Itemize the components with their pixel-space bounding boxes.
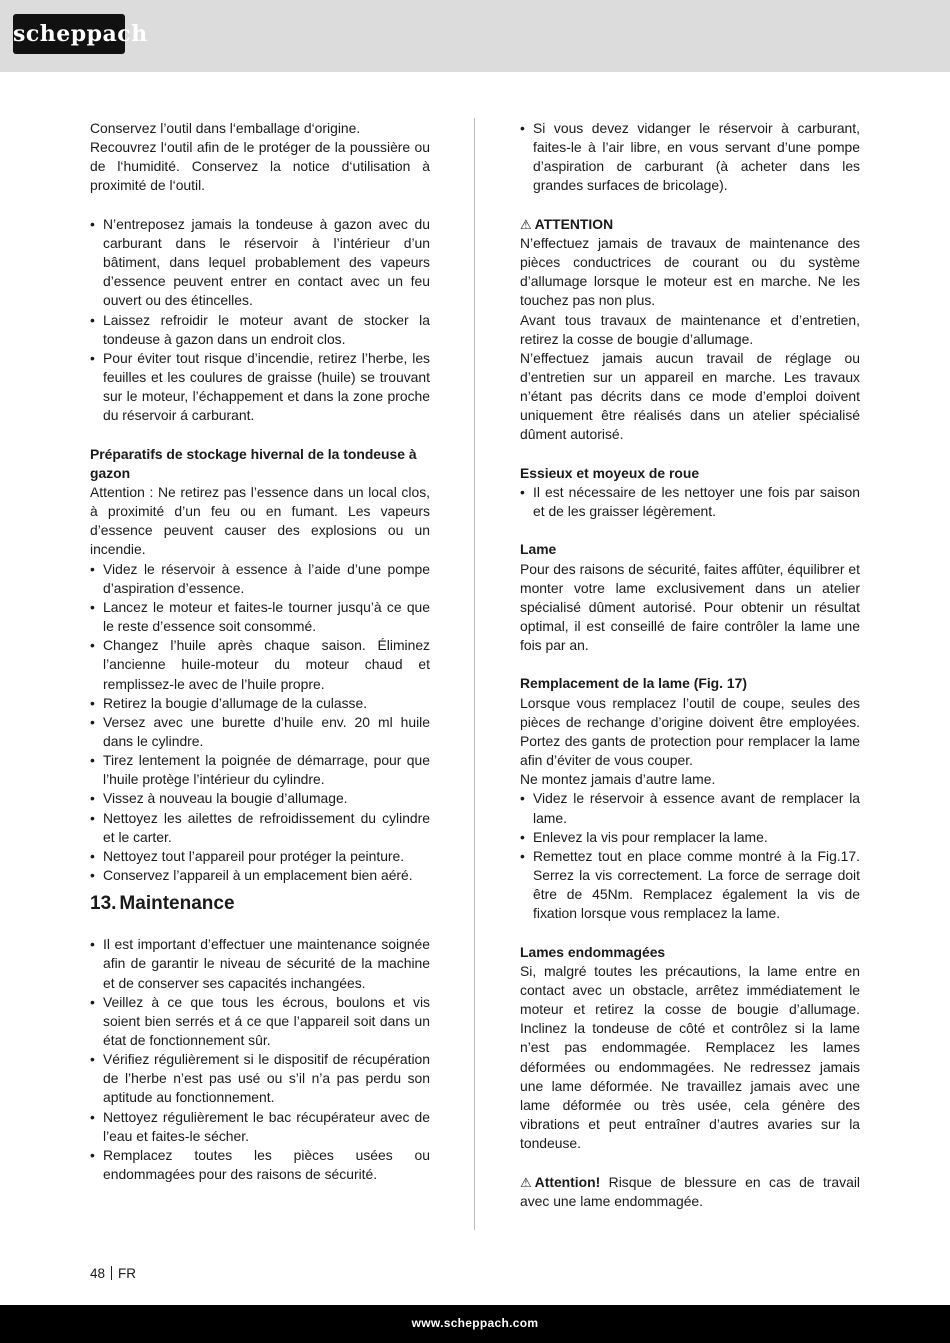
language-code: FR [118, 1266, 137, 1281]
list-item: • Laissez refroidir le moteur avant de stocker la tondeuse à gazon dans un endroit clos. [90, 311, 430, 349]
list-item: • Vissez à nouveau la bougie d’allumage. [90, 789, 430, 808]
list-item: • Retirez la bougie d’allumage de la culasse. [90, 694, 430, 713]
axles-heading: Essieux et moyeux de roue [520, 464, 700, 481]
page-number: 48 [90, 1266, 106, 1281]
list-item: • Enlevez la vis pour remplacer la lame. [520, 828, 860, 847]
attention-heading [520, 215, 860, 234]
final-warning-label: Attention! [534, 1173, 601, 1190]
intro-paragraph: Conservez l’outil dans l‘emballage d‘origine. [90, 120, 361, 136]
list-item: • Vérifiez régulièrement si le dispositif de récupération de l’herbe n’est pas usé ou s’il n’a pas perdu son aptitude au fonctionnement. [90, 1050, 430, 1107]
website-url: www.scheppach.com [411, 1316, 539, 1330]
replace-heading: Remplacement de la lame (Fig. 17) [520, 675, 747, 692]
damaged-heading: Lames endommagées [520, 943, 666, 960]
list-item: • Il est nécessaire de les nettoyer une fois par saison et de les graisser légèrement. [520, 483, 860, 521]
list-item: • Veillez à ce que tous les écrous, boulons et vis soient bien serrés et á ce que l’appareil soit dans un état de fonctionnement sûr. [90, 993, 430, 1050]
list-item: • Changez l’huile après chaque saison. Éliminez l’ancienne huile-moteur du moteur chaud et remplissez-le avec de l’huile propre. [90, 636, 430, 693]
list-item: • Nettoyez régulièrement le bac récupérateur avec de l’eau et faites-le sécher. [90, 1108, 430, 1146]
list-item: • Pour éviter tout risque d’incendie, retirez l’herbe, les feuilles et les coulures de graisse (huile) se trouvant sur le moteur, l’échappement et dans la zone proche du réservoir á carburant. [90, 349, 430, 426]
blade-paragraph: Pour des raisons de sécurité, faites affûter, équilibrer et monter votre lame exclusivement dans un atelier spécialisé dûment autorisé. Pour obtenir un résultat optimal, il est conseillé de faire contrôler la lame une fois par an. [520, 560, 860, 654]
axles-list [520, 483, 860, 521]
list-item: • Versez avec une burette d’huile env. 20 ml huile dans le cylindre. [90, 713, 430, 751]
attention-label: ATTENTION [534, 215, 614, 232]
attention-paragraph: N’effectuez jamais de travaux de maintenance des pièces conductrices de courant ou du système d’allumage lorsque le moteur est en marche. Ne les touchez pas non plus. [520, 234, 860, 309]
maintenance-list [90, 935, 430, 1184]
list-item: • Il est important d’effectuer une maintenance soignée afin de garantir le niveau de sécurité de la machine et de conserver ses capacités inchangées. [90, 935, 430, 992]
warning-triangle-icon: ⚠ [520, 1174, 532, 1190]
brand-logo: scheppach [13, 14, 125, 54]
section-heading [90, 893, 430, 915]
list-item: • Conservez l’appareil à un emplacement bien aéré. [90, 866, 430, 885]
blade-heading: Lame [520, 541, 557, 558]
final-warning [520, 1173, 860, 1211]
replace-paragraph-2: Ne montez jamais d’autre lame. [520, 771, 716, 788]
list-item: • N’entreposez jamais la tondeuse à gazon avec du carburant dans le réservoir à l’intérieur d’un bâtiment, dans lequel probablement des vapeurs d’essence peuvent entrer en contact avec un feu ouvert ou des étincelles. [90, 215, 430, 311]
damaged-paragraph: Si, malgré toutes les précautions, la lame entre en contact avec un obstacle, arrêtez immédiatement le moteur et retirez la cosse de bougie d’allumage. Inclinez la tondeuse de côté et contrôlez si la lame n’est pas endommagée. Remplacez les lames déformées ou endommagées. Ne redressez jamais une lame déformée. Ne travaillez jamais avec une lame déformée ou très usée, cela génère des vibrations et peut entraîner d’autres avaries sur la tondeuse. [520, 962, 860, 1152]
winter-list [90, 560, 430, 886]
section-title: Maintenance [119, 893, 235, 915]
section-number: 13. [90, 893, 117, 915]
column-divider [474, 118, 475, 1230]
footer-bar [0, 1305, 950, 1343]
final-warning-text: Risque de blessure en cas de travail avec une lame endommagée. [520, 1173, 860, 1209]
list-item: • Remettez tout en place comme montré à la Fig.17. Serrez la vis correctement. La force de serrage doit être de 45Nm. Remplacez également la vis de fixation lorsque vous remplacez la lame. [520, 847, 860, 924]
list-item: • Tirez lentement la poignée de démarrage, pour que l’huile protège l’intérieur du cylindre. [90, 751, 430, 789]
list-item: • Remplacez toutes les pièces usées ou endommagées pour des raisons de sécurité. [90, 1146, 430, 1184]
attention-paragraph: N’effectuez jamais aucun travail de réglage ou d’entretien sur un appareil en marche. Les travaux n’étant pas décrits dans ce mode d’emploi doivent uniquement être réalisés dans un atelier spécialisé dûment autorisé. [520, 349, 860, 443]
winter-note: Attention : Ne retirez pas l’essence dans un local clos, à proximité d’un feu ou en fumant. Les vapeurs d’essence peuvent causer des explosions ou un incendie. [90, 483, 430, 558]
warning-triangle-icon: ⚠ [520, 216, 532, 232]
fuel-list [520, 119, 860, 196]
list-item: • Lancez le moteur et faites-le tourner jusqu’à ce que le reste d’essence soit consommé. [90, 598, 430, 636]
winter-heading: Préparatifs de stockage hivernal de la tondeuse à gazon [90, 445, 417, 481]
page-footer [90, 1265, 136, 1282]
attention-paragraph: Avant tous travaux de maintenance et d’entretien, retirez la cosse de bougie d’allumage. [520, 311, 860, 347]
replace-list [520, 789, 860, 923]
list-item: • Si vous devez vidanger le réservoir à carburant, faites-le à l’air libre, en vous servant d’une pompe d’aspiration de carburant (à acheter dans les grandes surfaces de bricolage). [520, 119, 860, 196]
footer-separator [111, 1266, 112, 1280]
list-item: • Nettoyez tout l’appareil pour protéger la peinture. [90, 847, 430, 866]
list-item: • Nettoyez les ailettes de refroidissement du cylindre et le carter. [90, 809, 430, 847]
list-item: • Videz le réservoir à essence à l’aide d’une pompe d’aspiration d’essence. [90, 560, 430, 598]
list-item: • Videz le réservoir à essence avant de remplacer la lame. [520, 789, 860, 827]
storage-list [90, 215, 430, 426]
intro-paragraph-2: Recouvrez l‘outil afin de le protéger de la poussière ou de l‘humidité. Conservez la notice d‘utilisation à proximité de l‘outil. [90, 139, 430, 194]
replace-paragraph: Lorsque vous remplacez l’outil de coupe, seules des pièces de rechange d’origine doivent être employées. Portez des gants de protection pour remplacer la lame afin d’éviter de vous couper. [520, 694, 860, 769]
left-column [90, 119, 430, 1184]
right-column [520, 119, 860, 1211]
